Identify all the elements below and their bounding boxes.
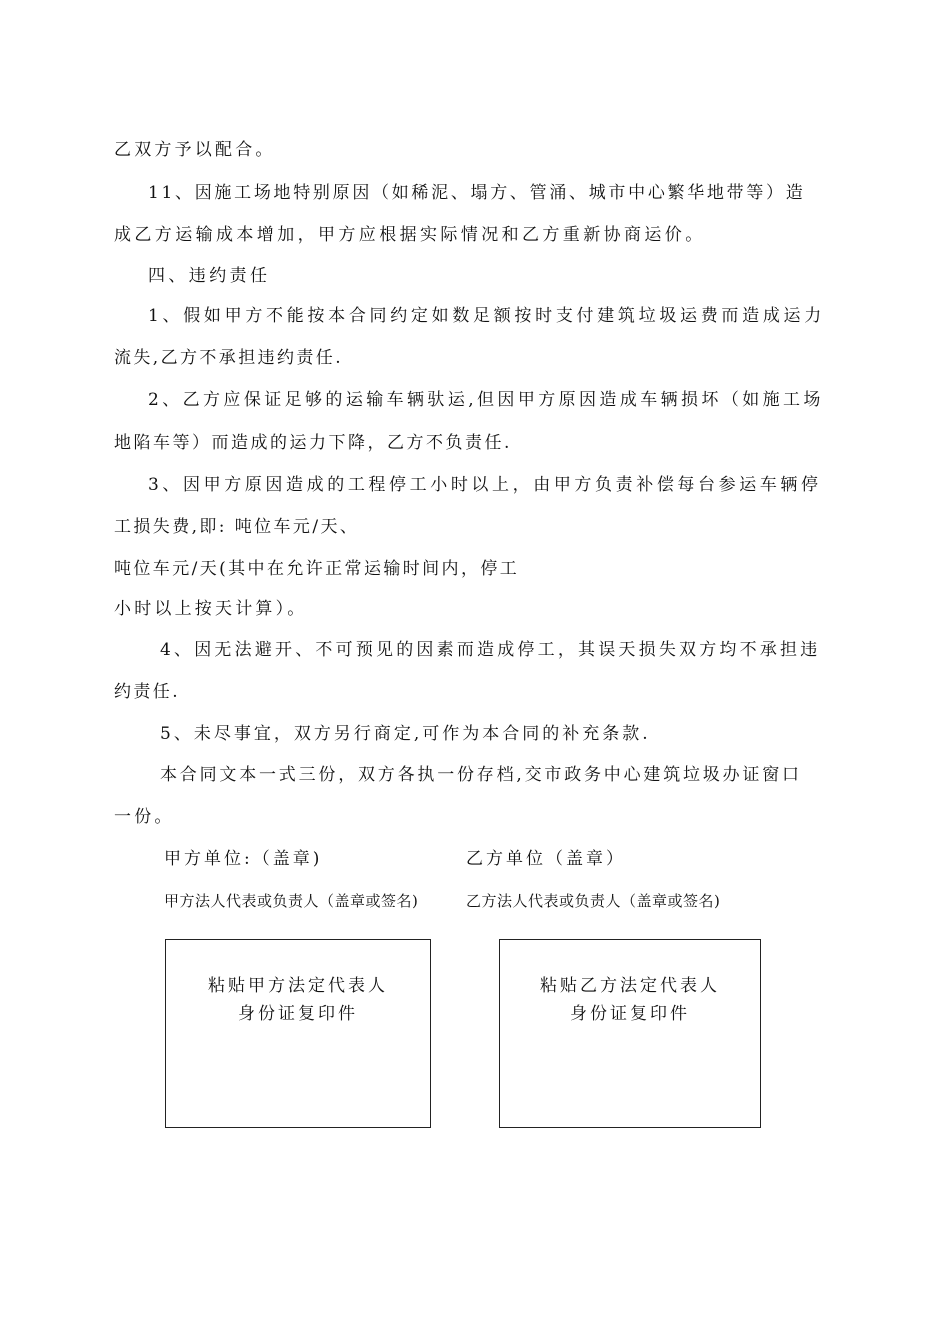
paragraph-continuation: 乙双方予以配合。 (114, 140, 276, 160)
breach-clause-3-line-4: 小时以上按天计算）。 (114, 599, 308, 619)
party-b-id-box-line-1: 粘贴乙方法定代表人 (540, 976, 720, 996)
party-a-representative-label: 甲方法人代表或负责人（盖章或签名) (164, 892, 419, 910)
breach-clause-2-line-1: 2、乙方应保证足够的运输车辆驮运,但因甲方原因造成车辆损坏（如施工场 (148, 390, 824, 410)
breach-clause-4-line-1: 4、因无法避开、不可预见的因素而造成停工，其误天损失双方均不承担违 (160, 640, 821, 660)
party-a-unit-label: 甲方单位:（盖章) (164, 849, 323, 869)
party-a-id-copy-box (165, 939, 431, 1128)
breach-clause-3-line-2: 工损失费,即: 吨位车元/天、 (114, 517, 360, 537)
party-b-id-copy-box (499, 939, 761, 1128)
party-a-id-box-line-2: 身份证复印件 (238, 1004, 358, 1024)
section-heading-breach: 四、违约责任 (148, 266, 271, 286)
breach-clause-4-line-2: 约责任. (114, 682, 181, 702)
clause-11-line-2: 成乙方运输成本增加，甲方应根据实际情况和乙方重新协商运价。 (114, 225, 706, 245)
party-b-unit-label: 乙方单位（盖章） (466, 849, 626, 869)
party-a-id-box-line-1: 粘贴甲方法定代表人 (208, 976, 388, 996)
breach-clause-2-line-2: 地陷车等）而造成的运力下降，乙方不负责任. (114, 433, 512, 453)
party-b-id-box-line-2: 身份证复印件 (570, 1004, 690, 1024)
breach-clause-5: 5、未尽事宜，双方另行商定,可作为本合同的补充条款. (160, 724, 651, 744)
clause-11-line-1: 11、因施工场地特别原因（如稀泥、塌方、管涌、城市中心繁华地带等）造 (148, 183, 806, 203)
copies-clause-line-2: 一份。 (114, 807, 175, 827)
breach-clause-1-line-1: 1、假如甲方不能按本合同约定如数足额按时支付建筑垃圾运费而造成运力 (148, 306, 825, 326)
copies-clause-line-1: 本合同文本一式三份，双方各执一份存档,交市政务中心建筑垃圾办证窗口 (160, 765, 802, 785)
breach-clause-3-line-1: 3、因甲方原因造成的工程停工小时以上，由甲方负责补偿每台参运车辆停 (148, 475, 822, 495)
breach-clause-3-line-3: 吨位车元/天(其中在允许正常运输时间内，停工 (114, 559, 520, 579)
party-b-representative-label: 乙方法人代表或负责人（盖章或签名) (466, 892, 721, 910)
breach-clause-1-line-2: 流失,乙方不承担违约责任. (114, 348, 344, 368)
